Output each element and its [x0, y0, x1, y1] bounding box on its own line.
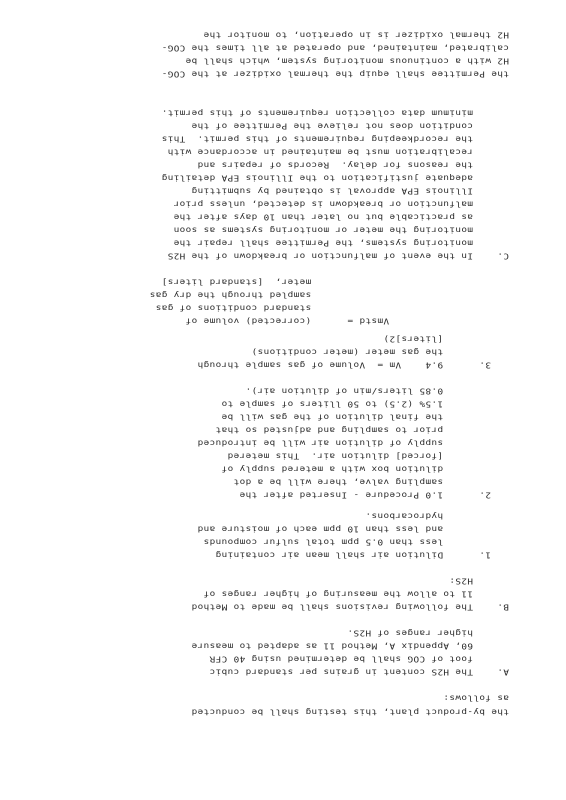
text-line: 1. Dilution air shall mean air containing	[215, 549, 509, 559]
text-line: the reasons for delay. Records of repairs and	[197, 159, 509, 169]
text-line: 3. 9.4 Vm = Volume of gas sample through	[197, 359, 509, 369]
text-line: prior to sampling and adjusted so that	[215, 424, 509, 434]
text-line: [liters]2)	[383, 333, 509, 343]
text-line: 1.5% (2.5) to 50 lliters of sample to	[221, 398, 509, 408]
text-line: 0.85 liters/min of dilution air).	[245, 385, 509, 395]
text-line: recalibration must be maintained in accordance with	[167, 146, 509, 156]
text-line: C. In the event of malfunction or breakdown of the H2S	[167, 250, 509, 260]
text-line: foot of COG shall be determined using 40 CFR	[209, 653, 509, 663]
text-line: less than 0.5 ppm total sulfur compounds	[203, 536, 509, 546]
text-line: Vmstd = (corrected) volume of	[185, 315, 509, 325]
text-line: 2. 1.0 Procedure - Inserted after the	[239, 489, 509, 499]
text-line: supply of dilution air will be introduced	[197, 437, 509, 447]
text-line: H2 thermal oxidizer is in operation, to monitor the	[203, 29, 509, 39]
text-line: the by-product plant, this testing shall be conducted	[191, 706, 509, 716]
text-line: minimum data collection requirements of this permit.	[161, 107, 509, 117]
text-line: standard conditions of gas	[155, 302, 509, 312]
text-line: the recordkeeping requirements of this permit. This	[161, 133, 509, 143]
text-line: dilution box with a metered supply of	[221, 463, 509, 473]
text-line: hydrocarbons.	[365, 510, 509, 520]
text-line: monitoring the meter or monitoring systems as soon	[173, 224, 509, 234]
text-line: H2 with a continuous monitoring system, which shall be	[185, 55, 509, 65]
text-line: [forced] dilution air. This metered	[227, 450, 509, 460]
text-line: calibrated, maintained, and operated at all times the COG-	[161, 42, 509, 52]
text-line: B. The following revisions shall be made to Method	[191, 601, 509, 611]
text-line: 11 to allow the measuring of higher ranges of	[203, 588, 509, 598]
text-line: condition does not relieve the Permittee of the	[191, 120, 509, 130]
text-line: sampling valve, there will be a dot	[233, 476, 509, 486]
text-line: monitoring systems, the Permittee shall repair the	[173, 237, 509, 247]
text-line: and less than 10 ppm each of moisture and	[197, 523, 509, 533]
text-line: sampled through the dry gas	[149, 289, 509, 299]
text-line: Illinois EPA approval is obtained by submitting	[191, 185, 509, 195]
text-line: as follows:	[443, 692, 509, 702]
text-line: the final dilution of the gas will be	[221, 411, 509, 421]
text-line: adequate justification to the Illinois EPA detailing	[161, 172, 509, 182]
text-line: 60, Appendix A, Method 11 as adapted to measure	[191, 640, 509, 650]
text-line: the Permittee shall equip the thermal oxidizer at the COG-	[161, 68, 509, 78]
text-line: higher ranges of H2S.	[347, 627, 509, 637]
text-line: A. The H2S content in grains per standard cubic	[209, 666, 509, 676]
text-line: as practicable but no later than 10 days after the	[173, 211, 509, 221]
text-line: H2S:	[449, 575, 509, 585]
text-line: malfunction or breakdown is detected, unless prior	[173, 198, 509, 208]
text-line: meter, [standard liters]	[161, 276, 509, 286]
text-line: the gas meter (meter conditions)	[251, 346, 509, 356]
